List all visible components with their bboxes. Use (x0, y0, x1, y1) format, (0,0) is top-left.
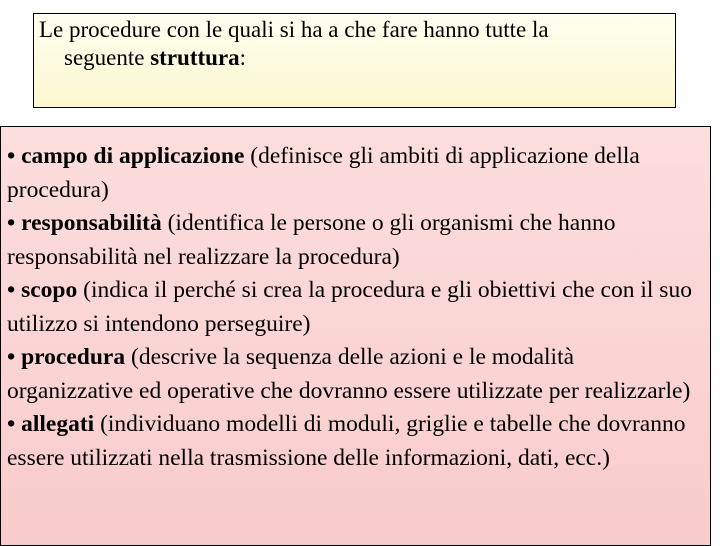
list-item-allegati (7, 408, 704, 475)
list-item-term: allegati (21, 411, 95, 437)
list-item-responsabilita (7, 207, 704, 274)
list-item-description: (individuano modelli di moduli, griglie e tabelle che dovranno essere utilizzati nella trasmissione delle informazioni, dati, ecc.) (7, 411, 686, 471)
list-item-campo-di-applicazione (7, 140, 704, 207)
intro-line-2 (39, 44, 669, 72)
list-item-description: (identifica le persone o gli organismi che hanno responsabilità nel realizzare la procedura) (7, 210, 616, 270)
intro-box (33, 13, 676, 108)
list-item-scopo (7, 274, 704, 341)
list-item-description: (descrive la sequenza delle azioni e le modalità organizzative ed operative che dovranno essere utilizzate per realizzarle) (7, 344, 691, 404)
structure-list-box (0, 126, 711, 546)
list-item-term: responsabilità (21, 210, 162, 236)
intro-line-2-suffix: : (239, 45, 247, 70)
list-item-bullet: • (7, 210, 22, 236)
list-item-term: scopo (21, 277, 78, 303)
intro-keyword-struttura: struttura (150, 45, 240, 70)
list-item-term: campo di applicazione (21, 143, 245, 169)
intro-line-2-prefix: seguente (64, 45, 151, 70)
list-item-bullet: • (7, 411, 22, 437)
list-item-bullet: • (7, 143, 22, 169)
list-item-procedura (7, 341, 704, 408)
list-item-description: (definisce gli ambiti di applicazione della procedura) (7, 143, 640, 203)
intro-line-1: Le procedure con le quali si ha a che fare hanno tutte la (39, 17, 549, 42)
list-item-term: procedura (21, 344, 126, 370)
list-item-bullet: • (7, 344, 22, 370)
list-item-bullet: • (7, 277, 22, 303)
list-item-description: (indica il perché si crea la procedura e gli obiettivi che con il suo utilizzo si intendono perseguire) (7, 277, 692, 337)
